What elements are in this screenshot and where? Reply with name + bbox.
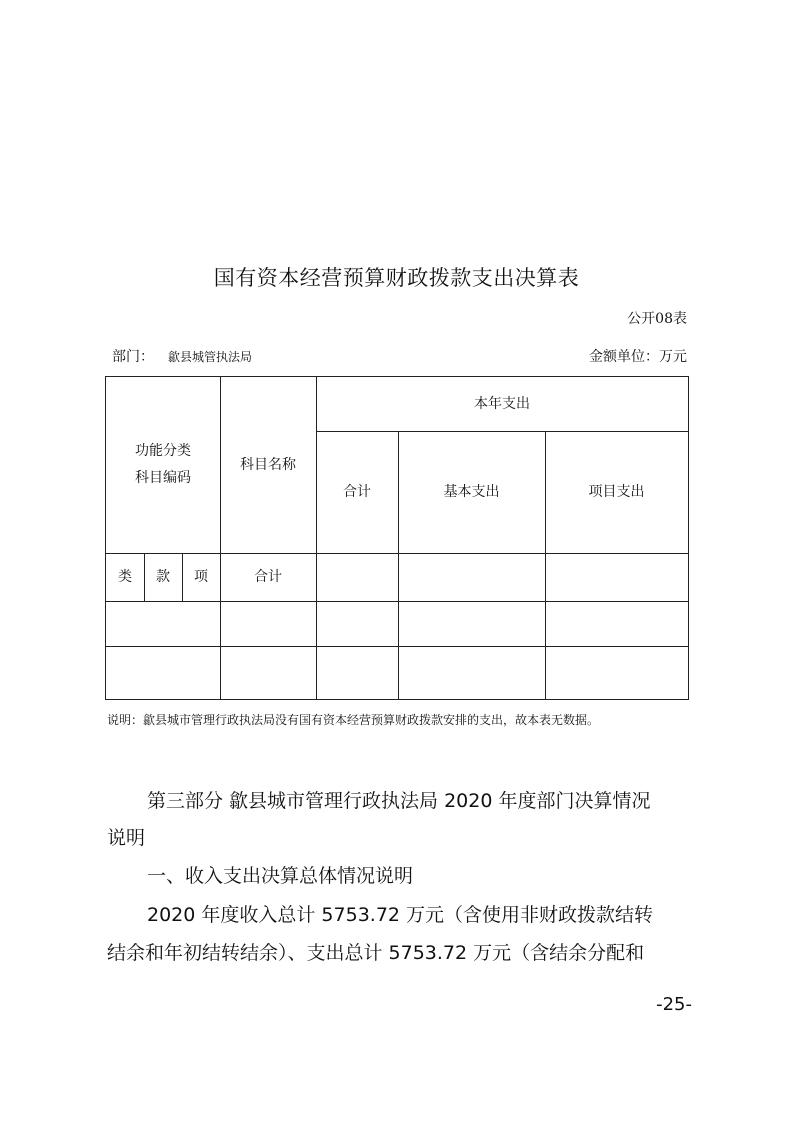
department-name: 歙县城管执法局 bbox=[168, 350, 253, 364]
department-info bbox=[112, 346, 252, 366]
section-heading: 第三部分 歙县城市管理行政执法局 2020 年度部门决算情况 bbox=[147, 790, 651, 812]
subheading: 一、收入支出决算总体情况说明 bbox=[147, 865, 414, 887]
total-header: 合计 bbox=[343, 483, 371, 500]
category-kuan: 款 bbox=[156, 568, 170, 585]
category-lei: 类 bbox=[118, 568, 132, 585]
page-number: -25- bbox=[656, 994, 692, 1015]
category-xiang: 项 bbox=[194, 568, 208, 585]
department-label: 部门： bbox=[112, 349, 154, 365]
table-number: 公开08表 bbox=[627, 311, 687, 327]
current-year-expenditure-header: 本年支出 bbox=[474, 395, 530, 412]
section-heading-continued: 说明 bbox=[107, 827, 146, 849]
paragraph-line: 结余和年初结转结余）、支出总计 5753.72 万元（含结余分配和 bbox=[107, 942, 645, 964]
function-classification-header bbox=[106, 377, 220, 553]
project-expenditure-header: 项目支出 bbox=[588, 483, 645, 500]
table-note: 说明：歙县城市管理行政执法局没有国有资本经营预算财政拨款安排的支出，故本表无数据。 bbox=[107, 713, 600, 727]
total-row-label: 合计 bbox=[254, 568, 282, 585]
basic-expenditure-header: 基本支出 bbox=[443, 483, 500, 500]
subject-code-label: 科目编码 bbox=[135, 470, 191, 486]
amount-unit: 金额单位：万元 bbox=[589, 349, 687, 365]
subject-name-header: 科目名称 bbox=[240, 456, 296, 473]
page-title: 国有资本经营预算财政拨款支出决算表 bbox=[213, 266, 580, 290]
expenditure-table bbox=[105, 376, 689, 700]
function-classification-label: 功能分类 bbox=[135, 443, 191, 460]
paragraph-line: 2020 年度收入总计 5753.72 万元（含使用非财政拨款结转 bbox=[147, 904, 654, 926]
